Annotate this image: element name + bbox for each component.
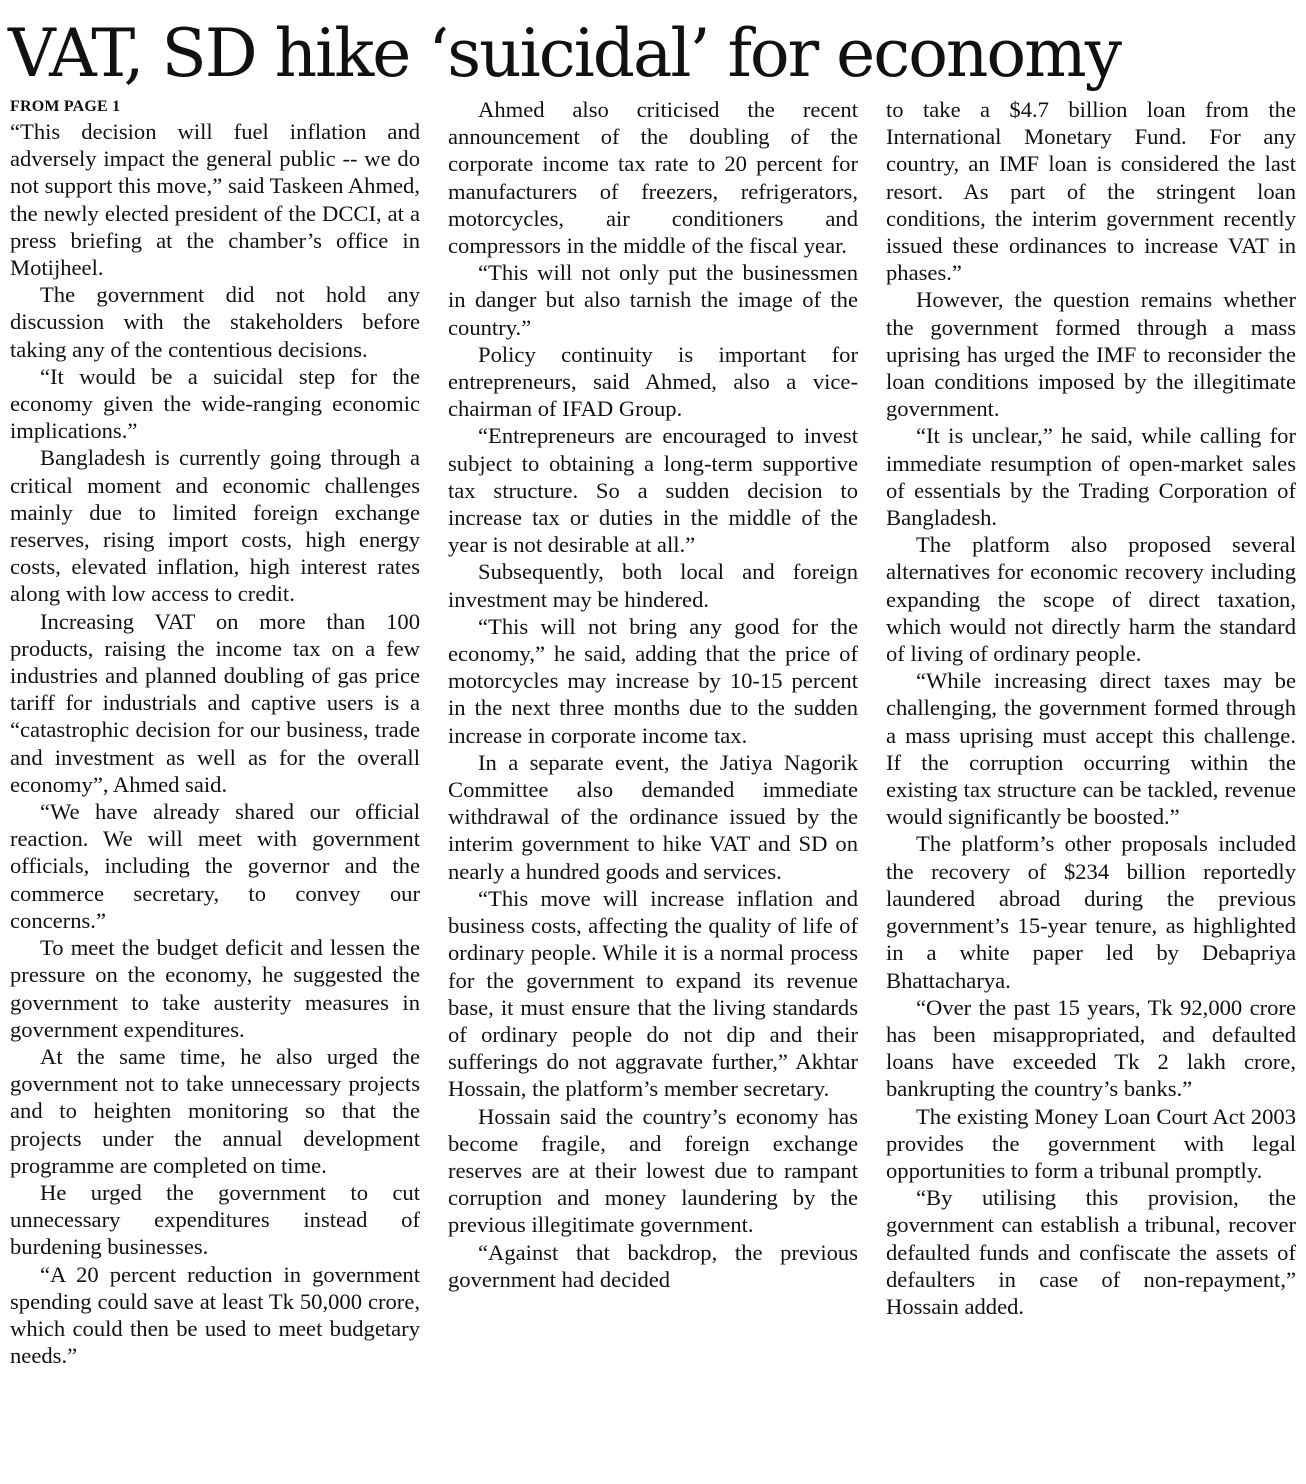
paragraph: “While increasing direct taxes may be challenging, the government formed through a mass uprising must accept this challenge. If the corruption occurring within the existing tax structure can be tackled, revenue would significantly be boosted.” — [886, 668, 1296, 830]
paragraph: “By utilising this provision, the government can establish a tribunal, recover defaulted funds and confiscate the assets of defaulters in case of non-repayment,” Hossain added. — [886, 1185, 1296, 1319]
article-column-2 — [448, 96, 858, 1293]
paragraph: “It is unclear,” he said, while calling for immediate resumption of open-market sales of essentials by the Trading Corporation of Bangladesh. — [886, 423, 1296, 531]
paragraph: However, the question remains whether the government formed through a mass uprising has urged the IMF to reconsider the loan conditions imposed by the illegitimate government. — [886, 287, 1296, 422]
paragraph: At the same time, he also urged the government not to take unnecessary projects and to heighten monitoring so that the projects under the annual development programme are completed on time. — [10, 1043, 420, 1178]
paragraph: Increasing VAT on more than 100 products, raising the income tax on a few industries and planned doubling of gas price tariff for industrials and captive users is a “catastrophic decision for our business, trade and investment as well as for the overall economy”, Ahmed said. — [10, 608, 420, 797]
paragraph: The platform also proposed several alternatives for economic recovery including expanding the scope of direct taxation, which would not directly harm the standard of living of ordinary people. — [886, 532, 1296, 667]
paragraph: He urged the government to cut unnecessary expenditures instead of burdening businesses. — [10, 1179, 420, 1260]
paragraph: to take a $4.7 billion loan from the International Monetary Fund. For any country, an IMF loan is considered the last resort. As part of the stringent loan conditions, the interim government recently issued these ordinances to increase VAT in phases.” — [886, 97, 1296, 286]
paragraph: “This will not bring any good for the economy,” he said, adding that the price of motorcycles may increase by 10-15 percent in the next three months due to the sudden increase in corporate income tax. — [448, 613, 858, 748]
paragraph: “Entrepreneurs are encouraged to invest subject to obtaining a long-term supportive tax structure. So a sudden decision to increase tax or duties in the middle of the year is not desirable at all.” — [448, 423, 858, 558]
paragraph: Policy continuity is important for entrepreneurs, said Ahmed, also a vice-chairman of IFAD Group. — [448, 341, 858, 422]
jump-label: FROM PAGE 1 — [10, 98, 121, 115]
paragraph: The existing Money Loan Court Act 2003 provides the government with legal opportunities to form a tribunal promptly. — [886, 1103, 1296, 1183]
paragraph: Hossain said the country’s economy has become fragile, and foreign exchange reserves are at their lowest due to rampant corruption and money laundering by the previous illegitimate government. — [448, 1103, 858, 1238]
headline: VAT, SD hike ‘suicidal’ for economy — [8, 15, 1121, 92]
paragraph: The platform’s other proposals included the recovery of $234 billion reportedly laundered abroad during the previous government’s 15-year tenure, as highlighted in a white paper led by Debapriya Bhattacharya. — [886, 831, 1296, 993]
paragraph: Bangladesh is currently going through a critical moment and economic challenges mainly due to limited foreign exchange reserves, rising import costs, high energy costs, elevated inflation, high interest rates along with low access to credit. — [10, 445, 420, 607]
paragraph: The government did not hold any discussion with the stakeholders before taking any of the contentious decisions. — [10, 282, 420, 362]
paragraph: “We have already shared our official reaction. We will meet with government officials, including the governor and the commerce secretary, to convey our concerns.” — [10, 799, 420, 933]
paragraph: “A 20 percent reduction in government spending could save at least Tk 50,000 crore, which could then be used to meet budgetary needs.” — [10, 1261, 420, 1369]
paragraph: To meet the budget deficit and lessen the pressure on the economy, he suggested the government to take austerity measures in government expenditures. — [10, 935, 420, 1042]
paragraph: “This move will increase inflation and business costs, affecting the quality of life of ordinary people. While it is a normal process for the government to expand its revenue base, it must ensure that the living standards of ordinary people do not dip and their sufferings do not aggravate further,” Akhtar Hossain, the platform’s member secretary. — [448, 885, 858, 1102]
paragraph: Subsequently, both local and foreign investment may be hindered. — [448, 559, 858, 612]
paragraph: Ahmed also criticised the recent announcement of the doubling of the corporate income tax rate to 20 percent for manufacturers of freezers, refrigerators, motorcycles, air conditioners and compressors in the middle of the fiscal year. — [448, 97, 858, 259]
paragraph: “Against that backdrop, the previous government had decided — [448, 1239, 858, 1292]
article-column-3 — [886, 96, 1296, 1320]
paragraph: In a separate event, the Jatiya Nagorik Committee also demanded immediate withdrawal of the ordinance issued by the interim government to hike VAT and SD on nearly a hundred goods and services. — [448, 749, 858, 884]
paragraph: “This decision will fuel inflation and adversely impact the general public -- we do not support this move,” said Taskeen Ahmed, the newly elected president of the DCCI, at a press briefing at the chamber’s office in Motijheel. — [10, 119, 420, 281]
paragraph: “This will not only put the businessmen in danger but also tarnish the image of the country.” — [448, 260, 858, 340]
paragraph: “It would be a suicidal step for the economy given the wide-ranging economic implications.” — [10, 363, 420, 444]
paragraph: “Over the past 15 years, Tk 92,000 crore has been misappropriated, and defaulted loans have exceeded Tk 2 lakh crore, bankrupting the country’s banks.” — [886, 994, 1296, 1102]
article-column-1 — [10, 96, 420, 1369]
